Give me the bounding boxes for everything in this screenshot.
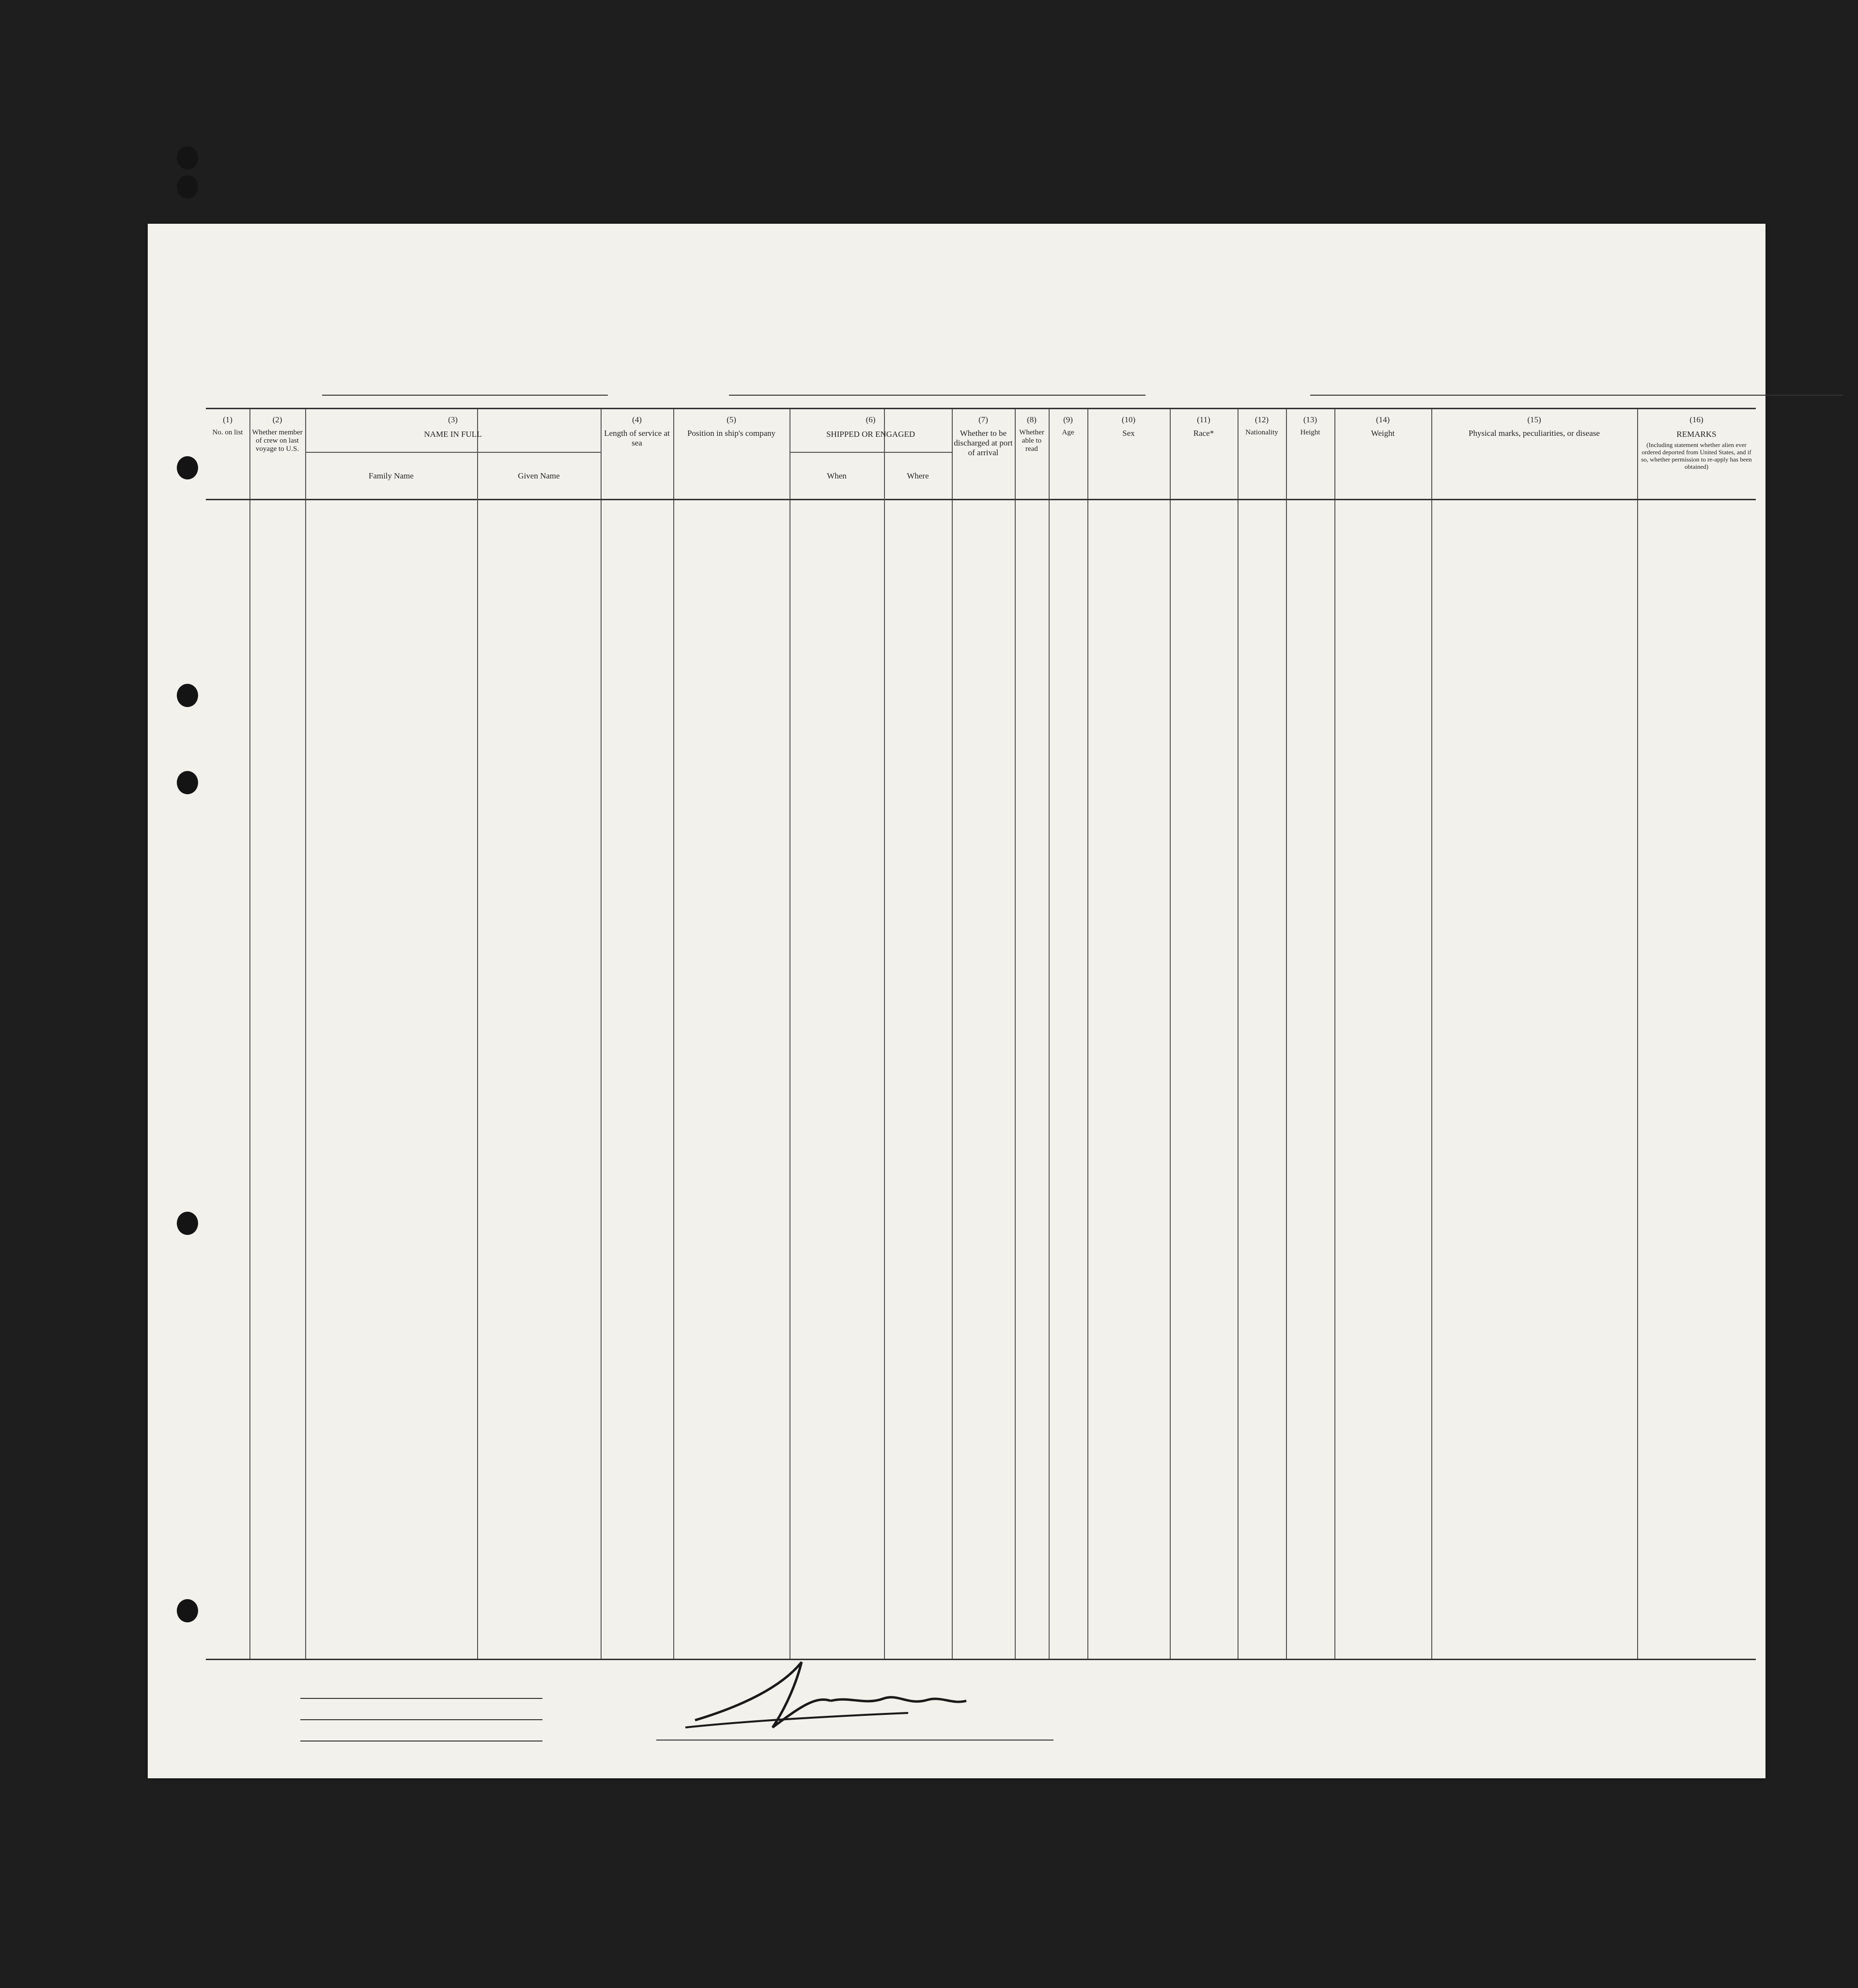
column-header: REMARKS	[1676, 430, 1717, 439]
column-number: (9)	[1063, 415, 1073, 424]
column-number: (4)	[632, 415, 642, 424]
column-number: (14)	[1376, 415, 1390, 424]
manifest-sheet	[148, 224, 1765, 1778]
column-number: (12)	[1254, 415, 1269, 424]
column-header: Position in ship's company	[687, 429, 776, 438]
column-number: (10)	[1121, 415, 1136, 424]
column-header-note: (Including statement whether alien ever ordered deported from United States, and if so, whether permission to re-apply has been obtained)	[1641, 441, 1752, 470]
column-number: (7)	[978, 415, 988, 424]
column-subheader: Family Name	[368, 471, 414, 480]
vessel-line	[264, 376, 1736, 396]
binder-hole	[177, 771, 198, 794]
column-number: (11)	[1197, 415, 1210, 424]
column-subheader: Given Name	[518, 471, 560, 480]
column-subheader: Where	[907, 471, 929, 480]
column-header: NAME IN FULL	[424, 430, 482, 439]
column-header: Age	[1062, 429, 1074, 436]
column-header: Race*	[1193, 429, 1214, 438]
column-header: Physical marks, peculiarities, or disease	[1469, 429, 1600, 438]
column-header: Sex	[1122, 429, 1135, 438]
column-number: (5)	[727, 415, 736, 424]
column-number: (13)	[1303, 415, 1317, 424]
column-header: Whether to be discharged at port of arrival	[954, 429, 1013, 457]
column-header: Whether member of crew on last voyage to U.S.	[252, 429, 303, 453]
column-header: Length of service at sea	[604, 429, 670, 447]
crew-table	[206, 408, 1756, 1660]
column-number: (15)	[1527, 415, 1541, 424]
binder-hole	[177, 1212, 198, 1235]
inspector-signature	[656, 1648, 1053, 1740]
column-header: No. on list	[212, 429, 243, 436]
binder-hole	[177, 175, 198, 199]
column-number: (3)	[448, 415, 458, 424]
binder-hole	[177, 456, 198, 479]
column-number: (6)	[866, 415, 876, 424]
binder-hole	[177, 684, 198, 707]
sheet-number	[1635, 253, 1640, 265]
binder-hole	[177, 146, 198, 170]
column-header: Nationality	[1245, 429, 1278, 436]
column-number: (1)	[223, 415, 232, 424]
binder-hole	[177, 1599, 198, 1622]
column-number: (8)	[1027, 415, 1037, 424]
column-number: (16)	[1689, 415, 1703, 424]
column-header: Height	[1300, 429, 1320, 436]
column-header: Whether able to read	[1019, 429, 1044, 453]
column-header: Weight	[1371, 429, 1395, 438]
column-number: (2)	[272, 415, 282, 424]
column-header: SHIPPED OR ENGAGED	[826, 430, 915, 439]
column-subheader: When	[827, 471, 847, 480]
